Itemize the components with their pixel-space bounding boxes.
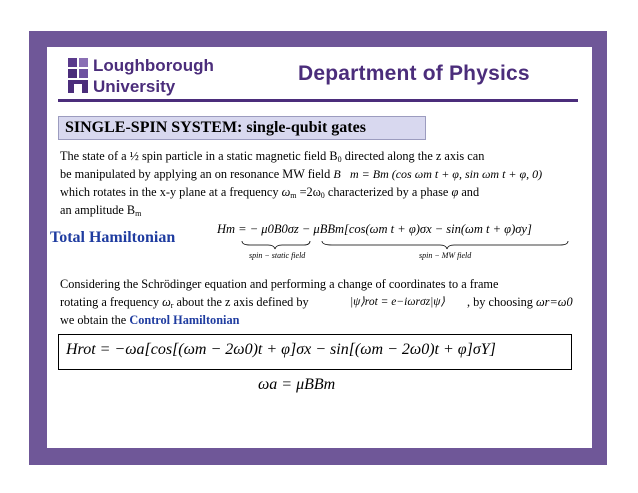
university-name <box>93 55 214 97</box>
brace-label-static: spin − static field <box>249 251 306 260</box>
slide-title: SINGLE-SPIN SYSTEM: single-qubit gates <box>58 116 426 140</box>
para1-line1: The state of a ½ spin particle in a static magnetic field $B_0$ directed along the z axis can <box>60 149 485 164</box>
brace-mw <box>322 241 568 249</box>
para2-line2-end: , by choosing ωr=ω0 <box>467 295 573 309</box>
control-hamiltonian-term: Control Hamiltonian <box>129 313 240 327</box>
department-title: Department of Physics <box>298 62 530 85</box>
para1-line3: which rotates in the x-y plane at a frequency $\omega_m =2\omega_0$ characterized by a phase φ and <box>60 185 480 200</box>
total-hamiltonian-label: Total Hamiltonian <box>50 229 176 246</box>
ket-transform-equation: |ψ⟩rot = e−iωrσz|ψ⟩ <box>350 296 445 308</box>
para2-line2: rotating a frequency $\omega_r$ about the z axis defined by <box>60 295 309 310</box>
mw-field-equation: B⃗m = Bm (cos ωm t + φ, sin ωm t + φ, 0) <box>333 167 543 181</box>
para2-line1: Considering the Schrödinger equation and performing a change of coordinates to a frame <box>60 277 499 291</box>
para2-line3: we obtain the Control Hamiltonian <box>60 313 240 327</box>
underbraces <box>240 240 570 250</box>
brace-label-mw: spin − MW field <box>419 251 472 260</box>
logo-line-1: Loughborough <box>93 56 214 75</box>
logo-line-2: University <box>93 77 176 96</box>
hm-equation: Hm = − μ0B0σz − μBBm[cos(ωm t + φ)σx − sin(ωm t + φ)σy] <box>217 222 532 236</box>
brace-static <box>242 241 310 249</box>
omega-a-equation: ωa = μBBm <box>258 376 336 393</box>
para1-line2: be manipulated by applying an on resonance MW field B⃗m = Bm (cos ωm t + φ, sin ωm t + φ, 0) <box>60 167 543 181</box>
h-rot-equation: Hrot = −ωa[cos[(ωm − 2ω0)t + φ]σx − sin[(ωm − 2ω0)t + φ]σY] <box>66 341 496 358</box>
header-divider <box>58 99 578 102</box>
para1-line4: an amplitude $B_m$ <box>60 203 142 218</box>
